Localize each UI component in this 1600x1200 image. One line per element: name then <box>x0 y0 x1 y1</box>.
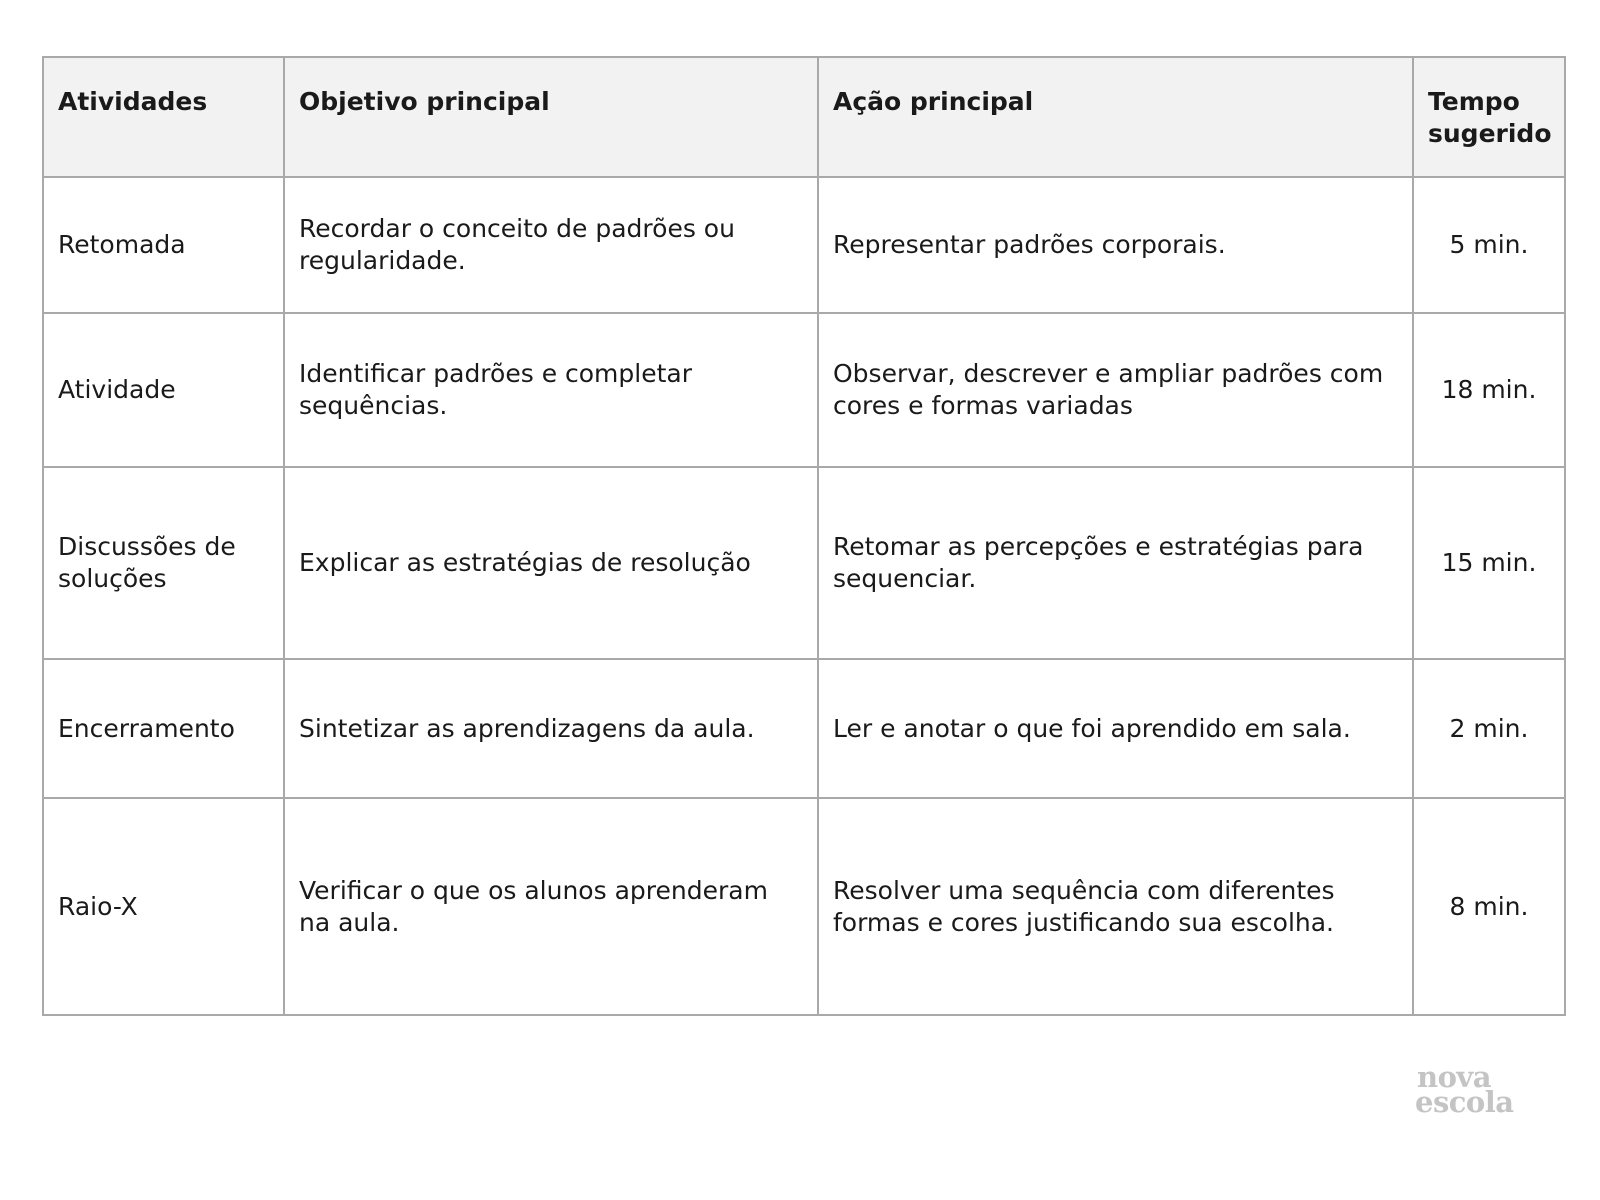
cell-acao: Ler e anotar o que foi aprendido em sala. <box>818 659 1413 798</box>
cell-acao: Retomar as percepções e estratégias para sequenciar. <box>818 467 1413 659</box>
nova-escola-logo <box>1415 1060 1535 1119</box>
cell-tempo: 2 min. <box>1413 659 1565 798</box>
cell-tempo: 18 min. <box>1413 313 1565 467</box>
cell-atividade: Encerramento <box>43 659 284 798</box>
header-row <box>43 57 1565 177</box>
table-row <box>43 467 1565 659</box>
table-row <box>43 659 1565 798</box>
logo-line-nova: nova <box>1417 1060 1492 1094</box>
cell-atividade: Retomada <box>43 177 284 313</box>
cell-tempo: 15 min. <box>1413 467 1565 659</box>
cell-atividade: Atividade <box>43 313 284 467</box>
cell-objetivo: Sintetizar as aprendizagens da aula. <box>284 659 818 798</box>
cell-atividade: Raio-X <box>43 798 284 1015</box>
cell-tempo: 5 min. <box>1413 177 1565 313</box>
table-row <box>43 313 1565 467</box>
logo-line-escola: escola <box>1415 1085 1514 1119</box>
cell-acao: Resolver uma sequência com diferentes formas e cores justificando sua escolha. <box>818 798 1413 1015</box>
table-header <box>43 57 1565 177</box>
cell-tempo: 8 min. <box>1413 798 1565 1015</box>
cell-objetivo: Recordar o conceito de padrões ou regularidade. <box>284 177 818 313</box>
header-tempo: Tempo sugerido <box>1413 57 1565 177</box>
table-row <box>43 798 1565 1015</box>
table-body <box>43 177 1565 1015</box>
cell-objetivo: Explicar as estratégias de resolução <box>284 467 818 659</box>
cell-objetivo: Verificar o que os alunos aprenderam na aula. <box>284 798 818 1015</box>
cell-acao: Representar padrões corporais. <box>818 177 1413 313</box>
cell-objetivo: Identificar padrões e completar sequências. <box>284 313 818 467</box>
header-atividades: Atividades <box>43 57 284 177</box>
cell-acao: Observar, descrever e ampliar padrões com cores e formas variadas <box>818 313 1413 467</box>
table-row <box>43 177 1565 313</box>
cell-atividade: Discussões de soluções <box>43 467 284 659</box>
header-objetivo: Objetivo principal <box>284 57 818 177</box>
header-acao: Ação principal <box>818 57 1413 177</box>
lesson-plan-table <box>42 56 1566 1016</box>
